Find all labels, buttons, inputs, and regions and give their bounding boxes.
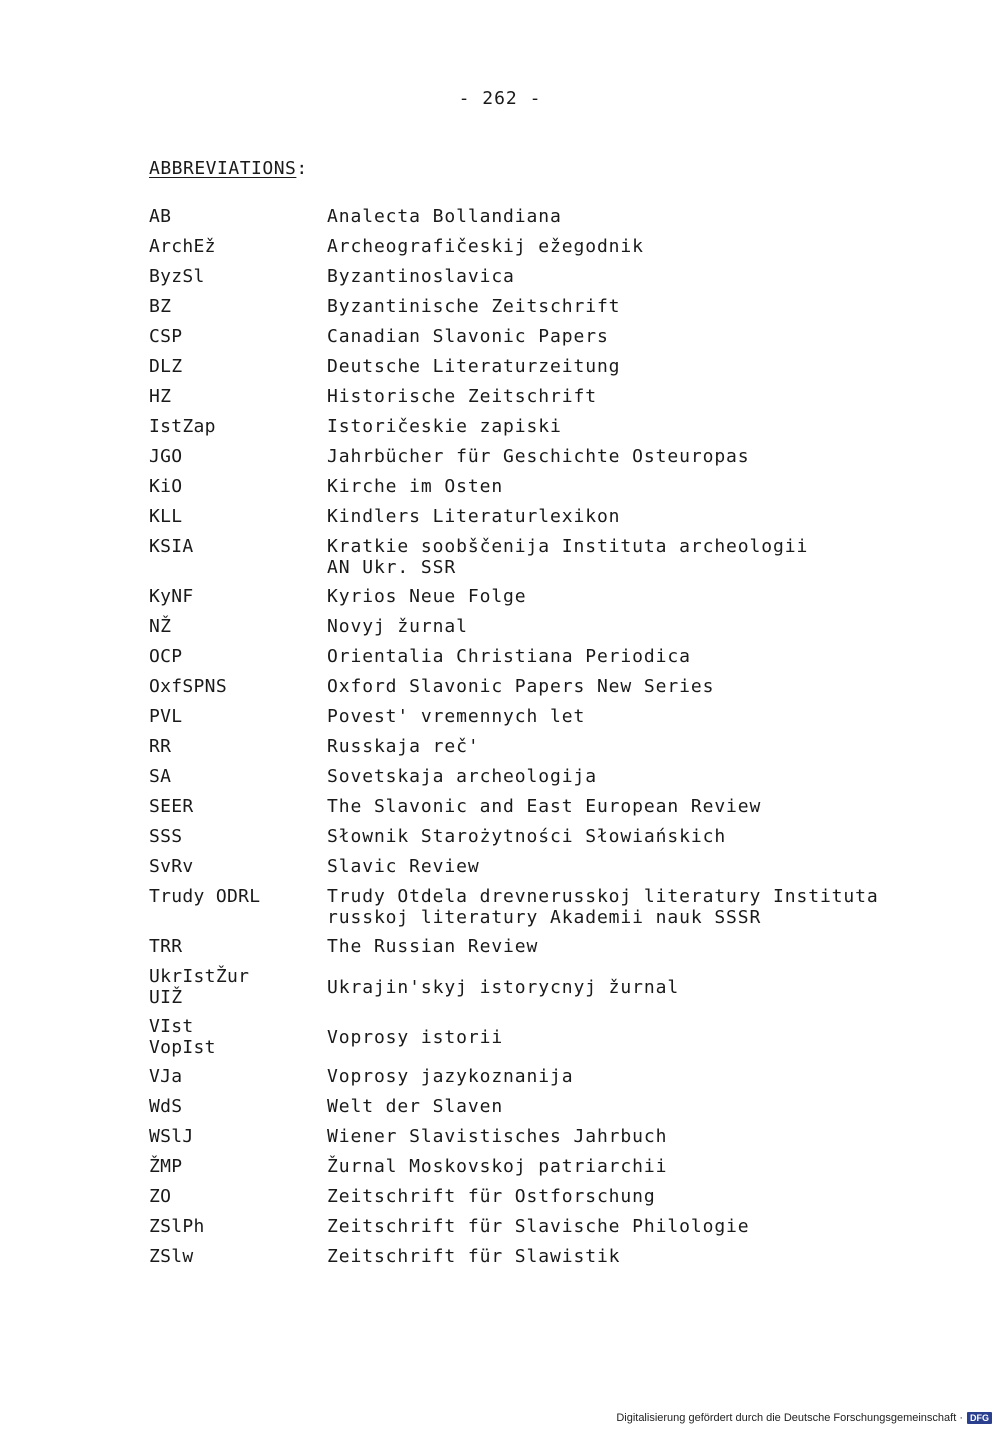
abbreviation-term-text: VIst (149, 1016, 194, 1037)
abbreviation-term (149, 296, 327, 317)
abbreviation-term (149, 1216, 327, 1237)
heading-label: ABBREVIATIONS (149, 158, 297, 179)
footer-text: Digitalisierung gefördert durch die Deutsche Forschungsgemeinschaft · (616, 1412, 963, 1424)
abbreviation-term-text: IstZap (149, 416, 216, 437)
abbreviation-expansion-text: Istoričeskie zapiski (327, 416, 562, 437)
abbreviation-term (149, 766, 327, 787)
abbreviation-expansion-text: Trudy Otdela drevnerusskoj literatury Instituta (327, 886, 879, 907)
section-heading (149, 158, 308, 179)
abbreviation-entry (149, 646, 929, 667)
abbreviation-expansion-text: Zeitschrift für Slavische Philologie (327, 1216, 750, 1237)
abbreviation-term (149, 416, 327, 437)
abbreviation-entry (149, 476, 929, 497)
abbreviation-expansion-text: Orientalia Christiana Periodica (327, 646, 691, 667)
abbreviation-entry (149, 1066, 929, 1087)
abbreviation-expansion (327, 1186, 656, 1207)
abbreviation-entry (149, 236, 929, 257)
dfg-logo: DFG (967, 1412, 992, 1424)
abbreviation-expansion-text: Deutsche Literaturzeitung (327, 356, 621, 377)
abbreviation-expansion (327, 977, 679, 998)
abbreviation-expansion (327, 446, 750, 467)
abbreviation-term (149, 356, 327, 377)
abbreviation-term-text: ZO (149, 1186, 172, 1207)
abbreviation-entry (149, 586, 929, 607)
abbreviation-expansion-text: Slavic Review (327, 856, 480, 877)
abbreviation-term-text: ZSlPh (149, 1216, 205, 1237)
abbreviation-term-alt: UIŽ (149, 987, 183, 1008)
abbreviation-expansion-text: Zeitschrift für Slawistik (327, 1246, 621, 1267)
abbreviation-term (149, 1096, 327, 1117)
abbreviation-entry (149, 1216, 929, 1237)
abbreviation-term (149, 236, 327, 257)
abbreviation-entry (149, 1126, 929, 1147)
abbreviation-term-text: SSS (149, 826, 183, 847)
abbreviation-term-text: RR (149, 736, 172, 757)
abbreviation-term-text: HZ (149, 386, 172, 407)
abbreviation-entry (149, 706, 929, 727)
abbreviation-expansion (327, 706, 585, 727)
abbreviation-expansion-text: Canadian Slavonic Papers (327, 326, 609, 347)
abbreviation-term (149, 506, 327, 527)
abbreviation-entry (149, 1096, 929, 1117)
abbreviation-term (149, 206, 327, 227)
abbreviation-term-text: BZ (149, 296, 172, 317)
abbreviation-term (149, 886, 327, 907)
abbreviation-entry (149, 326, 929, 347)
abbreviation-expansion (327, 1126, 667, 1147)
abbreviation-term (149, 1066, 327, 1087)
abbreviation-term-text: JGO (149, 446, 183, 467)
abbreviation-term-text: DLZ (149, 356, 183, 377)
abbreviation-term-text: KSIA (149, 536, 194, 557)
abbreviation-term (149, 1126, 327, 1147)
abbreviation-expansion (327, 1066, 573, 1087)
abbreviation-entry (149, 886, 929, 928)
abbreviation-expansion-text: Voprosy istorii (327, 1026, 504, 1048)
abbreviation-entry (149, 766, 929, 787)
abbreviation-entry (149, 506, 929, 527)
abbreviation-expansion (327, 236, 644, 257)
abbreviation-expansion (327, 856, 480, 877)
abbreviation-expansion (327, 266, 515, 287)
abbreviation-expansion-text: Wiener Slavistisches Jahrbuch (327, 1126, 668, 1147)
abbreviation-expansion (327, 1156, 667, 1177)
abbreviation-list (149, 206, 929, 1276)
abbreviation-expansion-text: The Slavonic and East European Review (327, 796, 762, 817)
abbreviation-term (149, 266, 327, 287)
abbreviation-expansion-text: Kirche im Osten (327, 476, 504, 497)
abbreviation-term (149, 586, 327, 607)
abbreviation-term-text: VJa (149, 1066, 183, 1087)
abbreviation-expansion (327, 506, 620, 527)
abbreviation-expansion-text: Analecta Bollandiana (327, 206, 562, 227)
abbreviation-term (149, 936, 327, 957)
abbreviation-term (149, 1186, 327, 1207)
abbreviation-term (149, 616, 327, 637)
abbreviation-entry (149, 736, 929, 757)
abbreviation-expansion-text: Archeografičeskij ežegodnik (327, 236, 644, 257)
abbreviation-expansion-text: The Russian Review (327, 936, 539, 957)
abbreviation-term-text: ŽMP (149, 1156, 183, 1177)
abbreviation-expansion-text: Oxford Slavonic Papers New Series (327, 676, 715, 697)
abbreviation-expansion (327, 1027, 503, 1048)
abbreviation-expansion (327, 886, 879, 928)
abbreviation-expansion-text: Kratkie soobščenija Instituta archeologii (327, 536, 809, 557)
abbreviation-entry (149, 296, 929, 317)
abbreviation-term-text: SvRv (149, 856, 194, 877)
abbreviation-expansion-text: Povest' vremennych let (327, 706, 586, 727)
abbreviation-expansion-text: Historische Zeitschrift (327, 386, 597, 407)
abbreviation-term (149, 796, 327, 817)
abbreviation-expansion-text: Ukrajin'skyj istorycnyj žurnal (327, 976, 680, 998)
abbreviation-expansion-text: Žurnal Moskovskoj patriarchii (327, 1156, 668, 1177)
abbreviation-term (149, 446, 327, 467)
abbreviation-expansion-text: Russkaja reč' (327, 736, 480, 757)
abbreviation-expansion-text: Jahrbücher für Geschichte Osteuropas (327, 446, 750, 467)
abbreviation-expansion-continued: AN Ukr. SSR (327, 557, 457, 578)
abbreviation-term (149, 736, 327, 757)
abbreviation-term (149, 1016, 327, 1058)
abbreviation-term (149, 826, 327, 847)
abbreviation-term-text: ZSlw (149, 1246, 194, 1267)
abbreviation-expansion (327, 616, 468, 637)
abbreviation-expansion-text: Kindlers Literaturlexikon (327, 506, 621, 527)
abbreviation-term-text: KLL (149, 506, 183, 527)
abbreviation-term-text: Trudy ODRL (149, 886, 261, 907)
abbreviation-term (149, 646, 327, 667)
abbreviation-term-text: SA (149, 766, 172, 787)
abbreviation-term-text: ByzSl (149, 266, 205, 287)
abbreviation-term (149, 1156, 327, 1177)
abbreviation-term (149, 1246, 327, 1267)
abbreviation-term-text: AB (149, 206, 172, 227)
abbreviation-entry (149, 796, 929, 817)
abbreviation-expansion (327, 586, 527, 607)
abbreviation-term-text: TRR (149, 936, 183, 957)
abbreviation-entry (149, 1016, 929, 1058)
abbreviation-entry (149, 416, 929, 437)
abbreviation-term-text: KyNF (149, 586, 194, 607)
abbreviation-term-text: PVL (149, 706, 183, 727)
abbreviation-entry (149, 936, 929, 957)
abbreviation-term-text: WSlJ (149, 1126, 194, 1147)
abbreviation-expansion-text: Voprosy jazykoznanija (327, 1066, 574, 1087)
abbreviation-expansion-text: Sovetskaja archeologija (327, 766, 597, 787)
abbreviation-expansion-text: Byzantinische Zeitschrift (327, 296, 621, 317)
abbreviation-term (149, 676, 327, 697)
abbreviation-entry (149, 1186, 929, 1207)
abbreviation-expansion (327, 386, 597, 407)
abbreviation-expansion-text: Byzantinoslavica (327, 266, 515, 287)
abbreviation-expansion (327, 416, 562, 437)
abbreviation-entry (149, 266, 929, 287)
abbreviation-expansion (327, 356, 620, 377)
abbreviation-expansion (327, 796, 761, 817)
abbreviation-entry (149, 206, 929, 227)
abbreviation-entry (149, 446, 929, 467)
abbreviation-expansion (327, 476, 503, 497)
heading-colon: : (296, 158, 308, 179)
abbreviation-term-text: OxfSPNS (149, 676, 227, 697)
abbreviation-entry (149, 826, 929, 847)
abbreviation-entry (149, 536, 929, 578)
abbreviation-term (149, 706, 327, 727)
abbreviation-expansion (327, 936, 538, 957)
abbreviation-term (149, 966, 327, 1008)
abbreviation-term-text: WdS (149, 1096, 183, 1117)
abbreviation-term (149, 326, 327, 347)
abbreviation-term-text: ArchEž (149, 236, 216, 257)
abbreviation-entry (149, 966, 929, 1008)
abbreviation-expansion-continued: russkoj literatury Akademii nauk SSSR (327, 907, 762, 928)
abbreviation-entry (149, 386, 929, 407)
abbreviation-expansion (327, 326, 609, 347)
abbreviation-expansion (327, 676, 714, 697)
abbreviation-term-text: KiO (149, 476, 183, 497)
abbreviation-entry (149, 616, 929, 637)
abbreviation-expansion-text: Novyj žurnal (327, 616, 468, 637)
abbreviation-expansion-text: Słownik Starożytności Słowiańskich (327, 826, 727, 847)
abbreviation-entry (149, 856, 929, 877)
abbreviation-term (149, 856, 327, 877)
abbreviation-expansion (327, 1246, 620, 1267)
abbreviation-expansion (327, 736, 480, 757)
abbreviation-term (149, 536, 327, 557)
abbreviation-term-text: SEER (149, 796, 194, 817)
abbreviation-entry (149, 676, 929, 697)
abbreviation-term-alt: VopIst (149, 1037, 216, 1058)
abbreviation-expansion-text: Zeitschrift für Ostforschung (327, 1186, 656, 1207)
abbreviation-entry (149, 356, 929, 377)
abbreviation-expansion (327, 766, 597, 787)
abbreviation-expansion-text: Kyrios Neue Folge (327, 586, 527, 607)
abbreviation-term-text: NŽ (149, 616, 172, 637)
abbreviation-entry (149, 1156, 929, 1177)
abbreviation-expansion (327, 1096, 503, 1117)
abbreviation-expansion (327, 296, 620, 317)
abbreviation-expansion (327, 536, 808, 578)
footer (616, 1412, 992, 1424)
abbreviation-term (149, 386, 327, 407)
abbreviation-term (149, 476, 327, 497)
abbreviation-expansion (327, 1216, 750, 1237)
abbreviation-expansion (327, 646, 691, 667)
abbreviation-expansion-text: Welt der Slaven (327, 1096, 504, 1117)
abbreviation-term-text: CSP (149, 326, 183, 347)
abbreviation-expansion (327, 206, 562, 227)
page-number: - 262 - (458, 88, 542, 109)
abbreviation-entry (149, 1246, 929, 1267)
abbreviation-expansion (327, 826, 726, 847)
abbreviation-term-text: OCP (149, 646, 183, 667)
abbreviation-term-text: UkrIstŽur (149, 966, 250, 987)
